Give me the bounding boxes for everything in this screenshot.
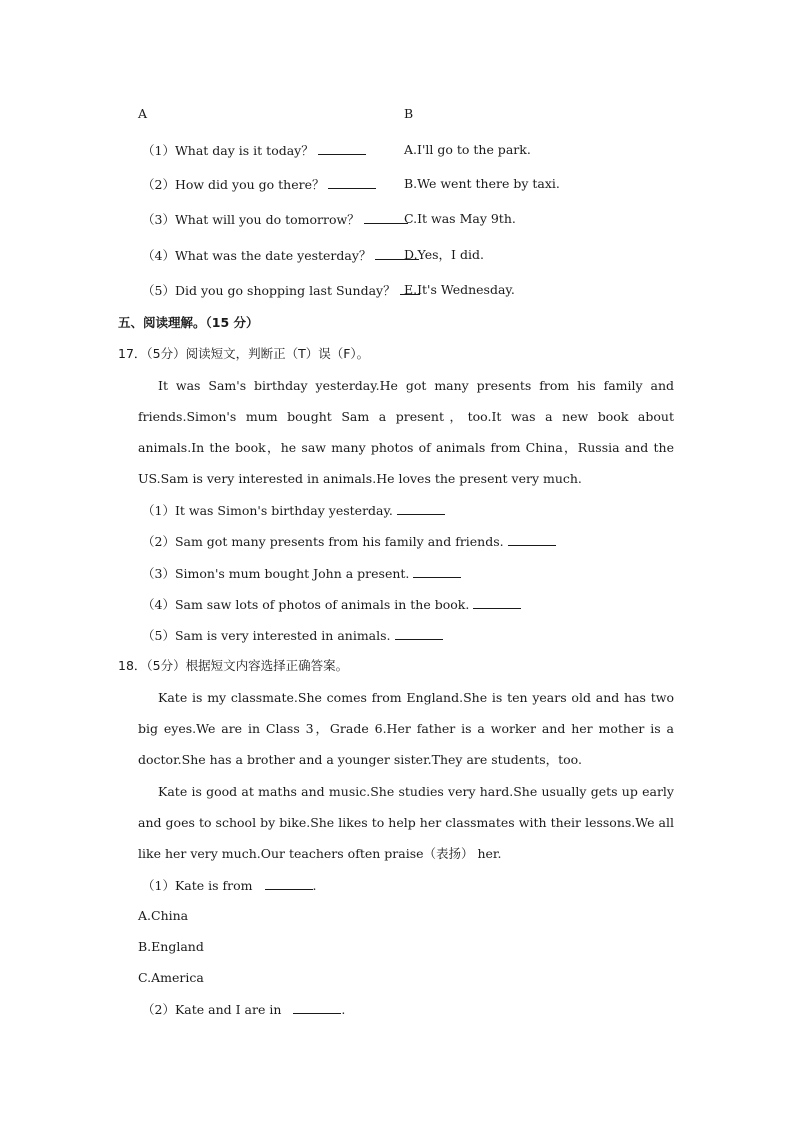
- match-question-1: （1）What day is it today？: [142, 142, 366, 159]
- tf-item-2: （2）Sam got many presents from his family and friends.: [142, 533, 556, 550]
- option-c: C.America: [138, 970, 204, 985]
- column-b-header: B: [404, 106, 414, 121]
- option-b: B.England: [138, 939, 204, 954]
- question-17-passage: It was Sam's birthday yesterday.He got many presents from his family and friends.Simon's mum bought Sam a present，too.It was a new book about animals.In the book，he saw many photos of animals from China，Russia and the US.Sam is very interested in animals.He loves the present very much.: [138, 378, 674, 486]
- answer-blank[interactable]: [318, 142, 366, 155]
- match-question-3: （3）What will you do tomorrow？: [142, 211, 408, 228]
- tf-item-4: （4）Sam saw lots of photos of animals in the book.: [142, 596, 521, 613]
- answer-blank[interactable]: [395, 627, 443, 640]
- mc-question-1: （1）Kate is from .: [142, 878, 317, 893]
- answer-blank[interactable]: [508, 533, 556, 546]
- question-18-passage-1: Kate is my classmate.She comes from England.She is ten years old and has two big eyes.We are in Class 3，Grade 6.Her father is a worker and her mother is a doctor.She has a brother and a younger sister.They are students，too.: [138, 690, 674, 767]
- answer-blank[interactable]: [293, 1001, 341, 1014]
- question-18-passage-2: Kate is good at maths and music.She studies very hard.She usually gets up early and goes to school by bike.She likes to help her classmates with their lessons.We all like her very much.Our teachers often praise（表扬） her.: [138, 784, 674, 861]
- match-answer-d: D.Yes，I did.: [404, 247, 484, 262]
- match-answer-b: B.We went there by taxi.: [404, 176, 560, 191]
- answer-blank[interactable]: [473, 596, 521, 609]
- tf-item-1: （1）It was Simon's birthday yesterday.: [142, 502, 445, 519]
- tf-item-3: （3）Simon's mum bought John a present.: [142, 565, 461, 582]
- question-18-title: 18．（5分）根据短文内容选择正确答案。: [118, 658, 349, 673]
- option-a: A.China: [138, 908, 189, 923]
- match-answer-e: E.It's Wednesday.: [404, 282, 515, 297]
- column-a-header: A: [138, 106, 148, 121]
- answer-blank[interactable]: [328, 176, 376, 189]
- tf-item-5: （5）Sam is very interested in animals.: [142, 627, 443, 644]
- answer-blank[interactable]: [397, 502, 445, 515]
- answer-blank[interactable]: [265, 877, 313, 890]
- question-17-title: 17．（5分）阅读短文，判断正（T）误（F）。: [118, 346, 370, 361]
- answer-blank[interactable]: [413, 565, 461, 578]
- match-answer-c: C.It was May 9th.: [404, 211, 516, 226]
- match-question-4: （4）What was the date yesterday？: [142, 247, 419, 264]
- mc-question-2: （2）Kate and I are in .: [142, 1002, 346, 1017]
- match-answer-a: A.I'll go to the park.: [404, 142, 531, 157]
- match-question-2: （2）How did you go there？: [142, 176, 376, 193]
- match-question-5: （5）Did you go shopping last Sunday？: [142, 282, 420, 299]
- answer-blank[interactable]: [364, 211, 408, 224]
- section-heading: 五、阅读理解。（15 分）: [118, 315, 259, 330]
